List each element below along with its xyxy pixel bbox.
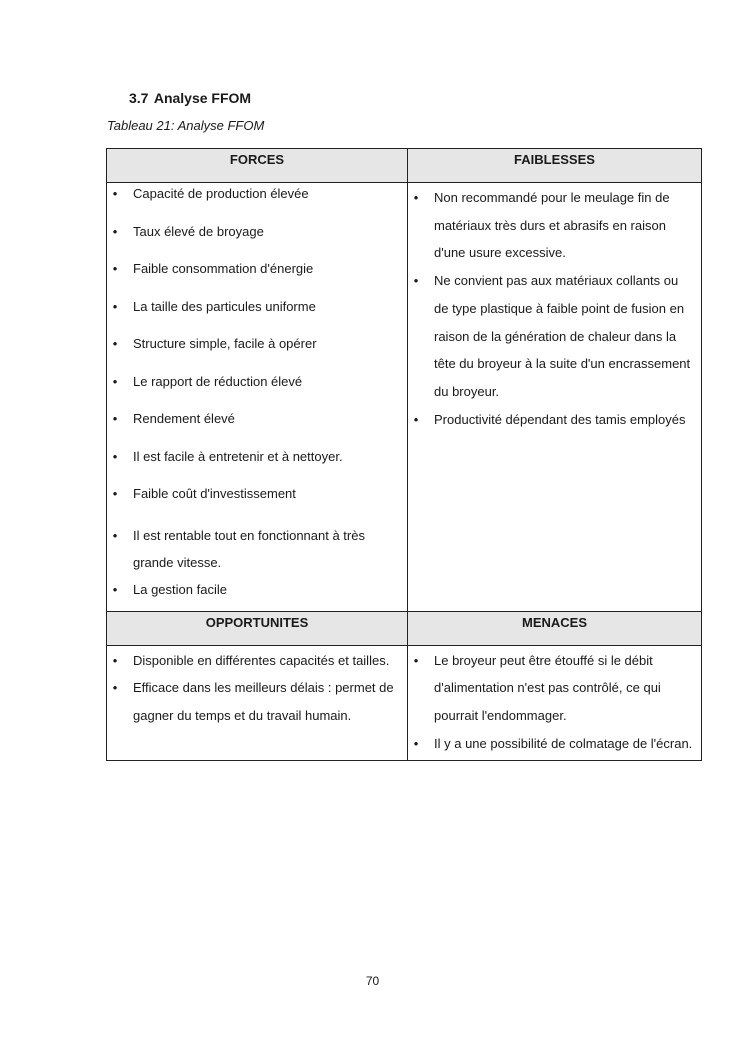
opportunites-header: OPPORTUNITES bbox=[107, 611, 408, 645]
bullet-icon: • bbox=[112, 373, 118, 389]
bullet-icon: • bbox=[112, 527, 118, 543]
list-item-text: Le broyeur peut être étouffé si le débit d'alimentation n'est pas contrôlé, ce qui pourrait l'endommager. bbox=[434, 652, 661, 723]
list-item bbox=[107, 334, 407, 354]
content-row-bottom bbox=[107, 645, 702, 761]
list-item bbox=[107, 447, 407, 467]
section-title: Analyse FFOM bbox=[153, 90, 252, 106]
menaces-list bbox=[408, 646, 701, 761]
bullet-icon: • bbox=[112, 186, 118, 201]
list-item bbox=[107, 647, 407, 675]
list-item bbox=[107, 522, 407, 576]
list-item-text: Taux élevé de broyage bbox=[133, 223, 264, 239]
list-item bbox=[408, 647, 701, 730]
list-item bbox=[107, 409, 407, 429]
list-item-text: Le rapport de réduction élevé bbox=[133, 373, 303, 389]
opportunites-list bbox=[107, 646, 407, 733]
list-item bbox=[408, 184, 701, 267]
list-item-text: Ne convient pas aux matériaux collants ou de type plastique à faible point de fusion en raison de la génération de chaleur dans la tête du broyeur à la suite d'un encrassement du broyeur. bbox=[434, 273, 691, 399]
bullet-icon: • bbox=[112, 680, 118, 696]
bullet-icon: • bbox=[112, 581, 118, 597]
list-item bbox=[107, 674, 407, 729]
list-item-text: Productivité dépendant des tamis employés bbox=[434, 411, 686, 427]
list-item bbox=[107, 576, 407, 603]
bullet-icon: • bbox=[413, 411, 419, 427]
forces-header: FORCES bbox=[107, 149, 408, 183]
opportunites-cell bbox=[107, 645, 408, 761]
bullet-icon: • bbox=[112, 652, 118, 668]
list-item bbox=[408, 406, 701, 434]
list-item bbox=[107, 372, 407, 392]
list-item-text: Structure simple, facile à opérer bbox=[133, 336, 317, 351]
faiblesses-header: FAIBLESSES bbox=[408, 149, 702, 183]
list-item bbox=[107, 184, 407, 204]
list-item bbox=[408, 730, 701, 758]
list-item-text: Rendement élevé bbox=[133, 411, 235, 426]
page-number: 70 bbox=[365, 974, 380, 988]
bullet-icon: • bbox=[112, 223, 118, 239]
list-item-text: Il est facile à entretenir et à nettoyer. bbox=[133, 448, 343, 464]
list-item bbox=[107, 484, 407, 504]
list-item bbox=[107, 297, 407, 317]
section-number: 3.7 bbox=[129, 90, 149, 106]
header-row-top bbox=[107, 149, 702, 183]
bullet-icon: • bbox=[112, 486, 118, 501]
menaces-cell bbox=[408, 645, 702, 761]
swot-table bbox=[106, 148, 702, 761]
list-item-text: Capacité de production élevée bbox=[133, 186, 309, 201]
bullet-icon: • bbox=[112, 448, 118, 464]
content-row-top bbox=[107, 183, 702, 612]
list-item-text: La taille des particules uniforme bbox=[133, 298, 316, 314]
header-row-bottom bbox=[107, 611, 702, 645]
bullet-icon: • bbox=[413, 273, 419, 289]
bullet-icon: • bbox=[112, 336, 118, 351]
bullet-icon: • bbox=[413, 735, 419, 751]
forces-list bbox=[107, 183, 407, 611]
faiblesses-cell bbox=[408, 183, 702, 612]
table-caption: Tableau 21: Analyse FFOM bbox=[107, 118, 265, 133]
list-item-text: La gestion facile bbox=[133, 581, 227, 597]
list-item-text: Faible consommation d'énergie bbox=[133, 261, 314, 276]
menaces-header: MENACES bbox=[408, 611, 702, 645]
bullet-icon: • bbox=[112, 411, 118, 426]
list-item-text: Faible coût d'investissement bbox=[133, 486, 296, 501]
list-item bbox=[107, 259, 407, 279]
list-item-text: Efficace dans les meilleurs délais : permet de gagner du temps et du travail humain. bbox=[133, 680, 394, 723]
faiblesses-list bbox=[408, 183, 701, 433]
list-item-text: Il y a une possibilité de colmatage de l'écran. bbox=[434, 735, 693, 751]
bullet-icon: • bbox=[413, 190, 419, 205]
bullet-icon: • bbox=[112, 261, 118, 276]
section-heading bbox=[129, 90, 251, 106]
list-item-text: Non recommandé pour le meulage fin de matériaux très durs et abrasifs en raison d'une usure excessive. bbox=[434, 190, 670, 261]
bullet-icon: • bbox=[112, 298, 118, 314]
list-item-text: Il est rentable tout en fonctionnant à très grande vitesse. bbox=[133, 527, 365, 570]
list-item-text: Disponible en différentes capacités et tailles. bbox=[133, 652, 390, 668]
list-item bbox=[107, 222, 407, 242]
list-item bbox=[408, 267, 701, 406]
bullet-icon: • bbox=[413, 652, 419, 668]
forces-cell bbox=[107, 183, 408, 612]
